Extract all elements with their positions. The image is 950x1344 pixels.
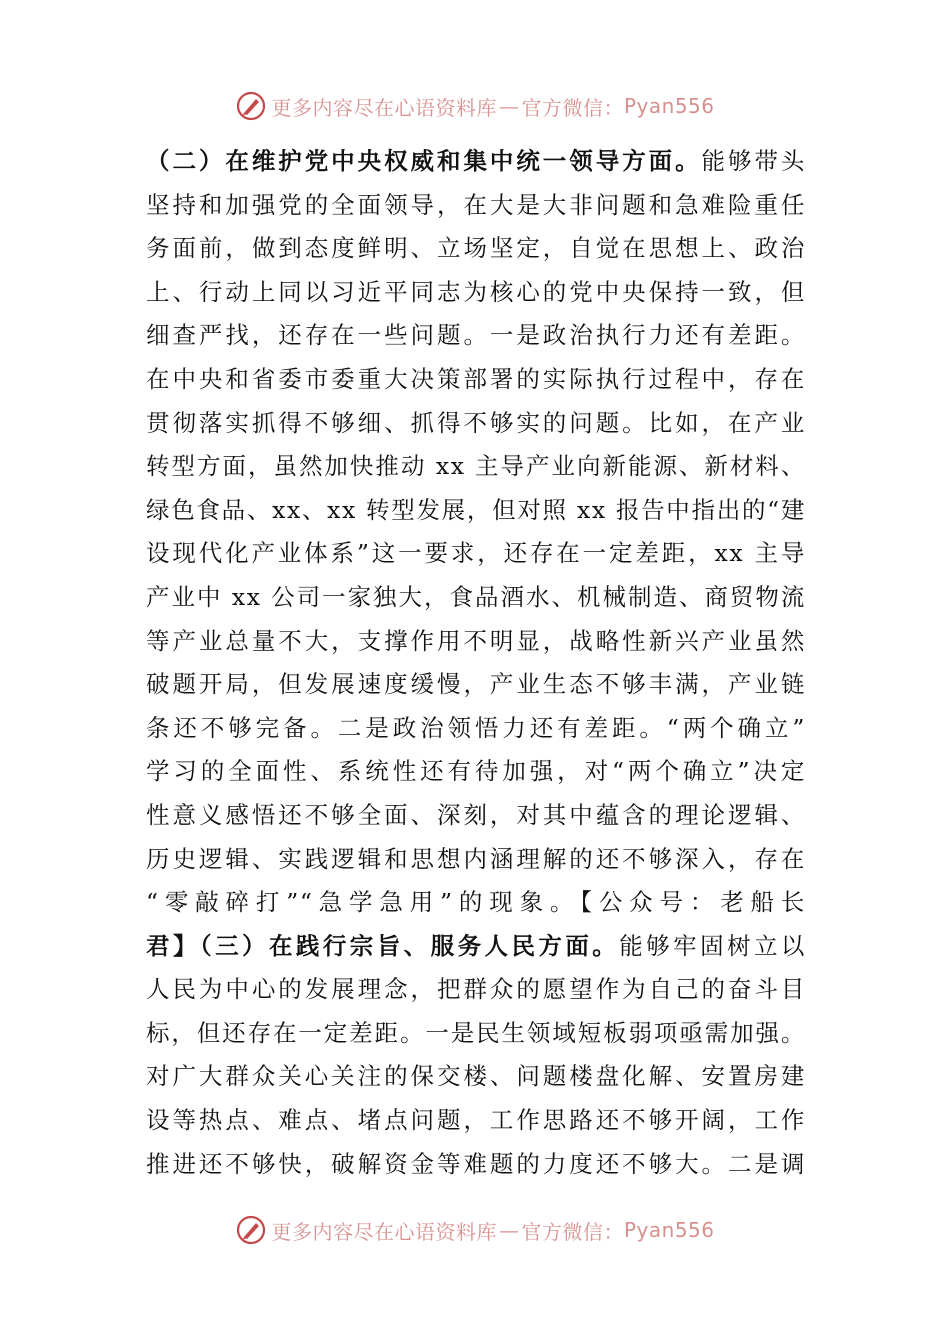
body-text: 对广大群众关心关注的保交楼、问题楼盘化解、安置房建: [146, 1062, 806, 1091]
banner-wechat-label: 官方微信：: [521, 95, 624, 120]
body-line: [146, 314, 806, 358]
body-line: [146, 271, 806, 315]
body-line: [146, 1099, 806, 1143]
body-text: 性意义感悟还不够全面、深刻，对其中蕴含的理论逻辑、: [146, 800, 806, 829]
body-text: 历史逻辑、实践逻辑和思想内涵理解的还不够深入，存在: [146, 844, 806, 873]
banner-separator: —: [498, 1218, 520, 1242]
body-line: [146, 576, 806, 620]
body-text: 上、行动上同以习近平同志为核心的党中央保持一致，但: [146, 277, 806, 306]
body-text: 学习的全面性、系统性还有待加强，对“两个确立”决定: [146, 757, 806, 786]
body-text: 能够牢固树立以: [619, 931, 806, 960]
heading-text: （三）在践行宗旨、服务人民方面。: [199, 931, 620, 960]
body-text: 条还不够完备。二是政治领悟力还有差距。“两个确立”: [146, 713, 806, 742]
body-text: 坚持和加强党的全面领导，在大是大非问题和急难险重任: [146, 190, 806, 219]
banner-text: 更多内容尽在心语资料库: [271, 95, 497, 120]
banner-text: 更多内容尽在心语资料库: [271, 1219, 497, 1244]
body-text: “零敲碎打”“急学急用”的现象。【公众号：老船长: [146, 888, 806, 917]
body-text: 能够带头: [701, 147, 806, 175]
body-line: [146, 1143, 806, 1187]
header-banner: [0, 86, 950, 126]
body-line: [146, 184, 806, 228]
body-line: [146, 140, 806, 184]
body-text: 推进还不够快，破解资金等难题的力度还不够大。二是调: [146, 1149, 806, 1178]
body-text: 产业中 xx 公司一家独大，食品酒水、机械制造、商贸物流: [146, 582, 806, 611]
body-text: 标，但还存在一定差距。一是民生领域短板弱项亟需加强。: [146, 1018, 806, 1047]
banner-wechat-label: 官方微信：: [521, 1219, 624, 1244]
body-line: [146, 925, 806, 969]
footer-banner: [0, 1210, 950, 1250]
banner-wechat-id: Pyan556: [623, 94, 715, 118]
body-line: [146, 838, 806, 882]
banner-wechat-id: Pyan556: [623, 1218, 715, 1242]
body-text: 在中央和省委市委重大决策部署的实际执行过程中，存在: [146, 364, 806, 393]
body-line: [146, 532, 806, 576]
body-text: 设等热点、难点、堵点问题，工作思路还不够开阔，工作: [146, 1106, 806, 1135]
body-text: 等产业总量不大，支撑作用不明显，战略性新兴产业虽然: [146, 626, 806, 655]
body-line: [146, 968, 806, 1012]
body-line: [146, 620, 806, 664]
body-text: 人民为中心的发展理念，把群众的愿望作为自己的奋斗目: [146, 975, 806, 1004]
heading-text: （二）在维护党中央权威和集中统一领导方面。: [146, 147, 702, 175]
body-text: 贯彻落实抓得不够细、抓得不够实的问题。比如，在产业: [146, 408, 806, 437]
document-body: [146, 140, 806, 1186]
body-line: [146, 881, 806, 925]
body-line: [146, 402, 806, 446]
body-text: 设现代化产业体系”这一要求，还存在一定差距，xx 主导: [146, 539, 806, 568]
body-line: [146, 227, 806, 271]
body-line: [146, 1012, 806, 1056]
banner-separator: —: [498, 94, 520, 118]
body-line: [146, 445, 806, 489]
body-line: [146, 794, 806, 838]
body-line: [146, 1055, 806, 1099]
body-text: 细查严找，还存在一些问题。一是政治执行力还有差距。: [146, 321, 806, 350]
body-text: 务面前，做到态度鲜明、立场坚定，自觉在思想上、政治: [146, 234, 806, 263]
body-text: 转型方面，虽然加快推动 xx 主导产业向新能源、新材料、: [146, 452, 806, 481]
body-text: 破题开局，但发展速度缓慢，产业生态不够丰满，产业链: [146, 670, 806, 699]
heading-text: 君】: [146, 931, 200, 960]
body-line: [146, 663, 806, 707]
body-text: 绿色食品、xx、xx 转型发展，但对照 xx 报告中指出的“建: [146, 495, 806, 524]
body-line: [146, 707, 806, 751]
body-line: [146, 750, 806, 794]
quill-pen-logo-icon: [235, 1214, 267, 1246]
body-line: [146, 358, 806, 402]
body-line: [146, 489, 806, 533]
quill-pen-logo-icon: [235, 90, 267, 122]
